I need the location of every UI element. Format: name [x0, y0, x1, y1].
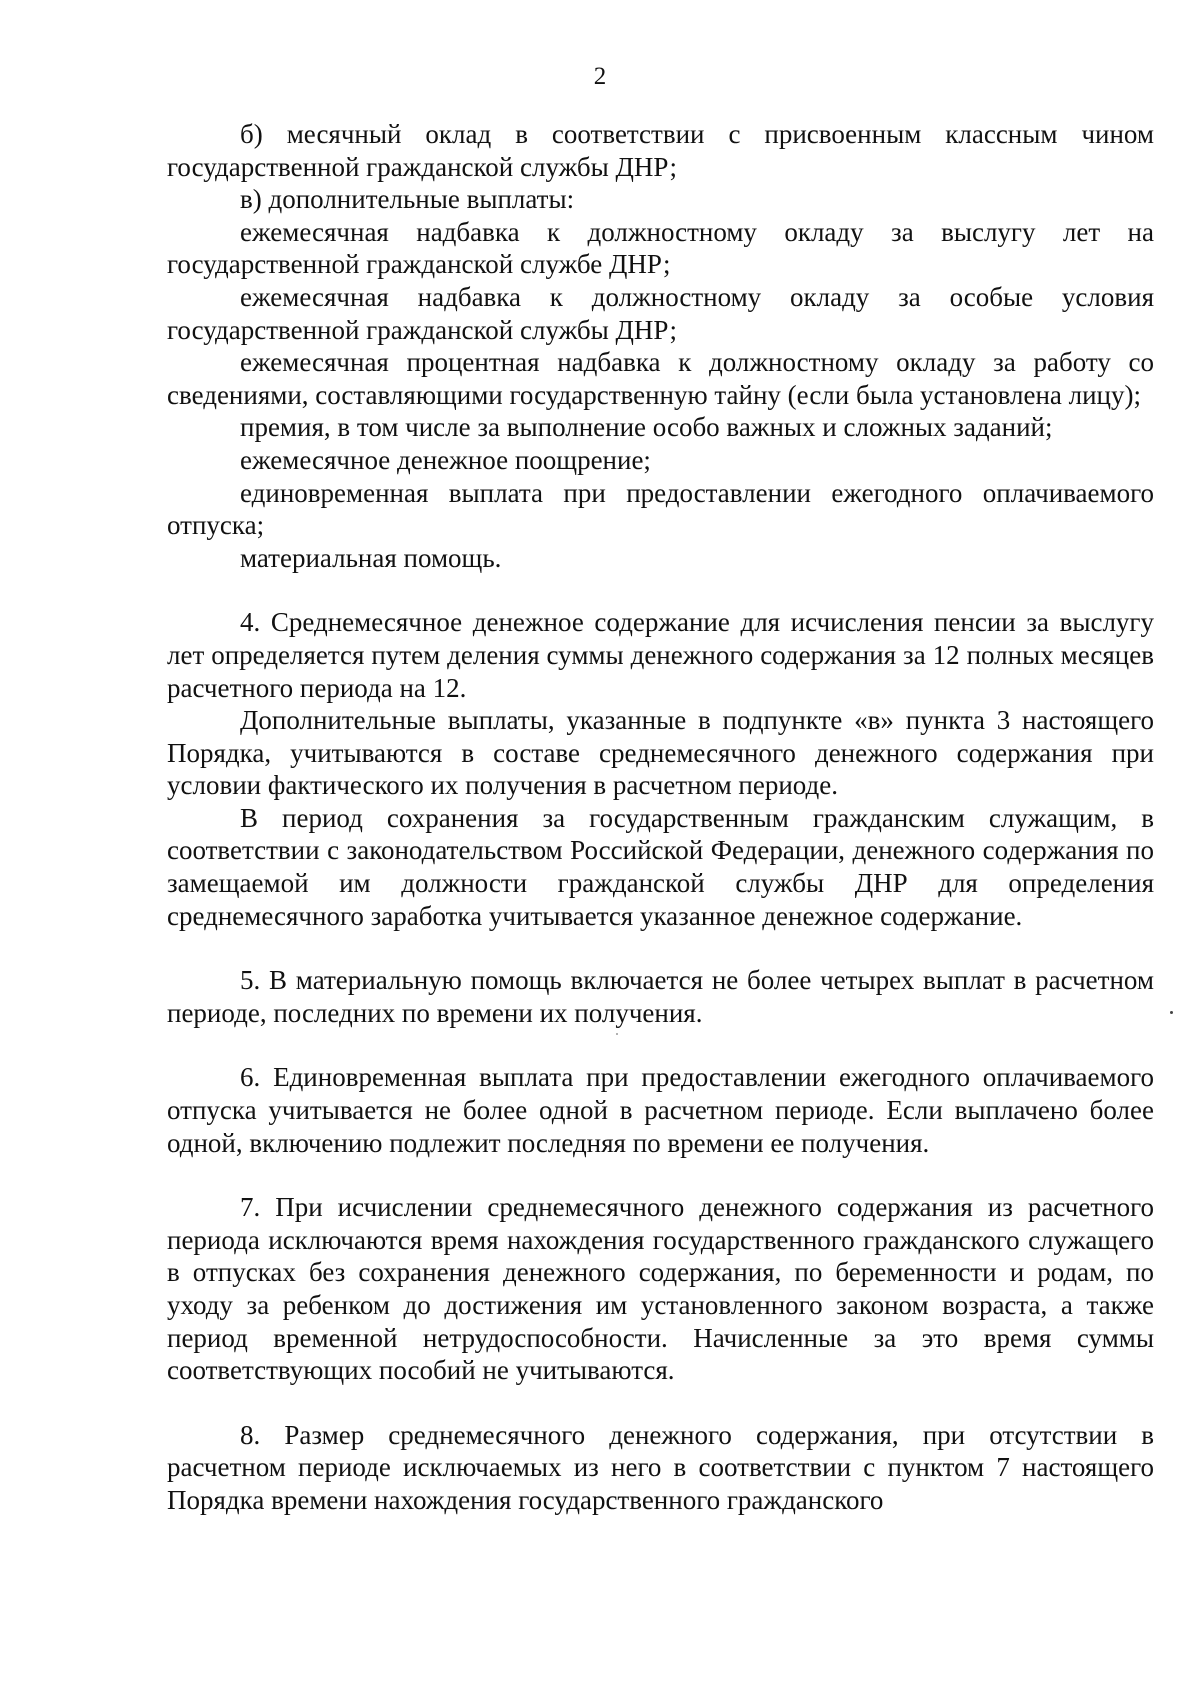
document-body — [167, 118, 1154, 1517]
paragraph-8: 8. Размер среднемесячного денежного содержания, при отсутствии в расчетном периоде исключаемых из него в соответствии с пунктом 7 настоящего Порядка времени нахождения государственного гражданского — [167, 1419, 1154, 1515]
paragraph-7: 7. При исчислении среднемесячного денежного содержания из расчетного периода исключаются время нахождения государственного гражданского служащего в отпусках без сохранения денежного содержания, по беременности и родам, по уходу за ребенком до достижения им установленного законом возраста, а также период временной нетрудоспособности. Начисленные за это время суммы соответствующих пособий не учитываются. — [167, 1192, 1154, 1386]
paragraph-3v-item-1: ежемесячная надбавка к должностному окладу за выслугу лет на государственной гражданской службе ДНР; — [167, 216, 1154, 280]
paragraph-4-part-2: Дополнительные выплаты, указанные в подпункте «в» пункта 3 настоящего Порядка, учитываются в составе среднемесячного денежного содержания при условии фактического их получения в расчетном периоде. — [167, 705, 1154, 801]
scan-speck — [616, 1033, 618, 1035]
paragraph-3v: в) дополнительные выплаты: — [240, 184, 575, 215]
paragraph-6: 6. Единовременная выплата при предоставлении ежегодного оплачиваемого отпуска учитывается не более одной в расчетном периоде. Если выплачено более одной, включению подлежит последняя по времени ее получения. — [167, 1062, 1154, 1158]
paragraph-5: 5. В материальную помощь включается не более четырех выплат в расчетном периоде, последних по времени их получения. — [167, 965, 1154, 1028]
paragraph-3v-item-4: премия, в том числе за выполнение особо важных и сложных заданий; — [240, 412, 1053, 443]
paragraph-4: 4. Среднемесячное денежное содержание для исчисления пенсии за выслугу лет определяется путем деления суммы денежного содержания за 12 полных месяцев расчетного периода на 12. — [167, 607, 1154, 703]
paragraph-3b: б) месячный оклад в соответствии с присвоенным классным чином государственной гражданской службы ДНР; — [167, 119, 1154, 182]
paragraph-4-part-3: В период сохранения за государственным гражданским служащим, в соответствии с законодательством Российской Федерации, денежного содержания по замещаемой им должности гражданской службы ДНР для определения среднемесячного заработка учитывается указанное денежное содержание. — [167, 802, 1154, 931]
scan-speck — [1170, 1011, 1173, 1014]
paragraph-3v-item-7: материальная помощь. — [240, 542, 502, 573]
paragraph-3v-item-2: ежемесячная надбавка к должностному окладу за особые условия государственной гражданской службы ДНР; — [167, 281, 1154, 345]
page-number: 2 — [593, 63, 607, 90]
paragraph-3v-item-3: ежемесячная процентная надбавка к должностному окладу за работу со сведениями, составляющими государственную тайну (если была установлена лицу); — [167, 347, 1154, 410]
paragraph-3v-item-5: ежемесячное денежное поощрение; — [240, 444, 651, 475]
paragraph-3v-item-6: единовременная выплата при предоставлении ежегодного оплачиваемого отпуска; — [167, 477, 1154, 541]
